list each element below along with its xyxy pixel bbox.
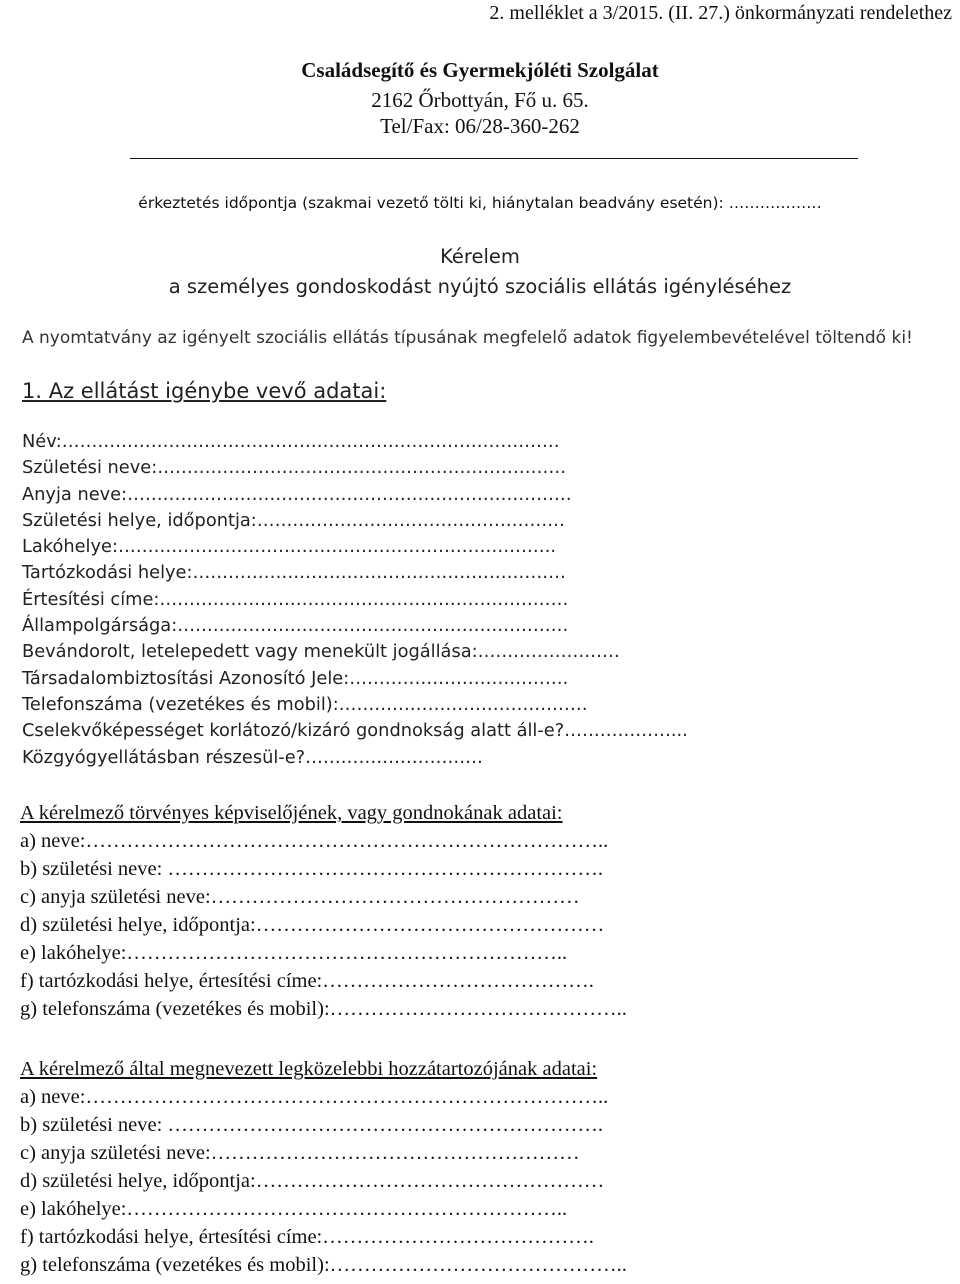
relative-field-birth-name: b) születési neve: ……………………………………………………….	[20, 1114, 604, 1136]
form-instruction: A nyomtatvány az igényelt szociális ellátás típusának megfelelő adatok figyelembevételével töltendő ki!	[22, 328, 913, 348]
regulation-reference: 2. melléklet a 3/2015. (II. 27.) önkormányzati rendelethez	[489, 2, 952, 24]
relative-heading: A kérelmező által megnevezett legközelebbi hozzátartozójának adatai:	[20, 1058, 598, 1080]
representative-field-name: a) neve:…………………………………………………………………..	[20, 830, 609, 852]
organization-address: 2162 Őrbottyán, Fő u. 65.	[371, 88, 589, 112]
relative-field-residence: e) lakóhelye:………………………………………………………..	[20, 1198, 568, 1220]
representative-field-residence: e) lakóhelye:………………………………………………………..	[20, 942, 568, 964]
organization-name: Családsegítő és Gyermekjóléti Szolgálat	[301, 58, 659, 82]
representative-field-mother-name: c) anyja születési neve:………………………………………………	[20, 886, 580, 908]
field-mother-name: Anyja neve:…………………………………………………………………	[22, 483, 572, 505]
field-notification-address: Értesítési címe:……………………………………………………………	[22, 588, 569, 610]
title-line-2: a személyes gondoskodást nyújtó szociális ellátás igényléséhez	[168, 275, 792, 298]
title-line-1: Kérelem	[440, 245, 520, 268]
applicant-fields	[22, 429, 688, 771]
field-name: Név:…………………………………………………………………………	[22, 431, 560, 452]
relative-field-name: a) neve:…………………………………………………………………..	[20, 1086, 609, 1108]
representative-field-birth-place-date: d) születési helye, időpontja:……………………………………………	[20, 914, 605, 936]
field-phone: Telefonszáma (vezetékes és mobil):……………………………………	[22, 693, 588, 715]
representative-section	[20, 799, 627, 1023]
relative-section	[20, 1055, 627, 1279]
relative-field-birth-place-date: d) születési helye, időpontja:……………………………………………	[20, 1170, 605, 1192]
organization-phone: Tel/Fax: 06/28-360-262	[380, 114, 580, 138]
field-immigration-status: Bevándorolt, letelepedett vagy menekült jogállása:……………………	[22, 641, 620, 663]
header-divider	[130, 158, 858, 159]
relative-field-phone: g) telefonszáma (vezetékes és mobil):……………………………………..	[20, 1254, 627, 1276]
representative-field-birth-name: b) születési neve: ……………………………………………………….	[20, 858, 604, 880]
arrival-time-note: érkeztetés időpontja (szakmai vezető tölti ki, hiánytalan beadvány esetén): ………………	[138, 194, 822, 212]
document-title	[0, 242, 960, 302]
relative-field-mother-name: c) anyja születési neve:………………………………………………	[20, 1142, 580, 1164]
field-citizenship: Állampolgársága:…………………………………………………………	[22, 615, 569, 637]
representative-heading: A kérelmező törvényes képviselőjének, vagy gondnokának adatai:	[20, 802, 563, 824]
field-public-healthcare: Közgyógyellátásban részesül-e?…………………………	[22, 746, 483, 768]
representative-field-address: f) tartózkodási helye, értesítési címe:………………………………….	[20, 970, 594, 992]
field-birth-name: Születési neve:……………………………………………………………	[22, 457, 567, 479]
field-guardianship: Cselekvőképességet korlátozó/kizáró gondnokság alatt áll-e?………………...	[22, 720, 688, 742]
section-1-heading: 1. Az ellátást igénybe vevő adatai:	[22, 379, 387, 403]
field-birth-place-date: Születési helye, időpontja:…………………………………………….	[22, 509, 565, 531]
field-social-security-number: Társadalombiztosítási Azonosító Jele:……………………………….	[22, 667, 569, 689]
representative-field-phone: g) telefonszáma (vezetékes és mobil):……………………………………..	[20, 998, 627, 1020]
relative-field-address: f) tartózkodási helye, értesítési címe:………………………………….	[20, 1226, 594, 1248]
field-stay-address: Tartózkodási helye:………………………………………………………	[22, 562, 566, 584]
field-residence: Lakóhelye:………………………………………………………………..	[22, 536, 557, 558]
